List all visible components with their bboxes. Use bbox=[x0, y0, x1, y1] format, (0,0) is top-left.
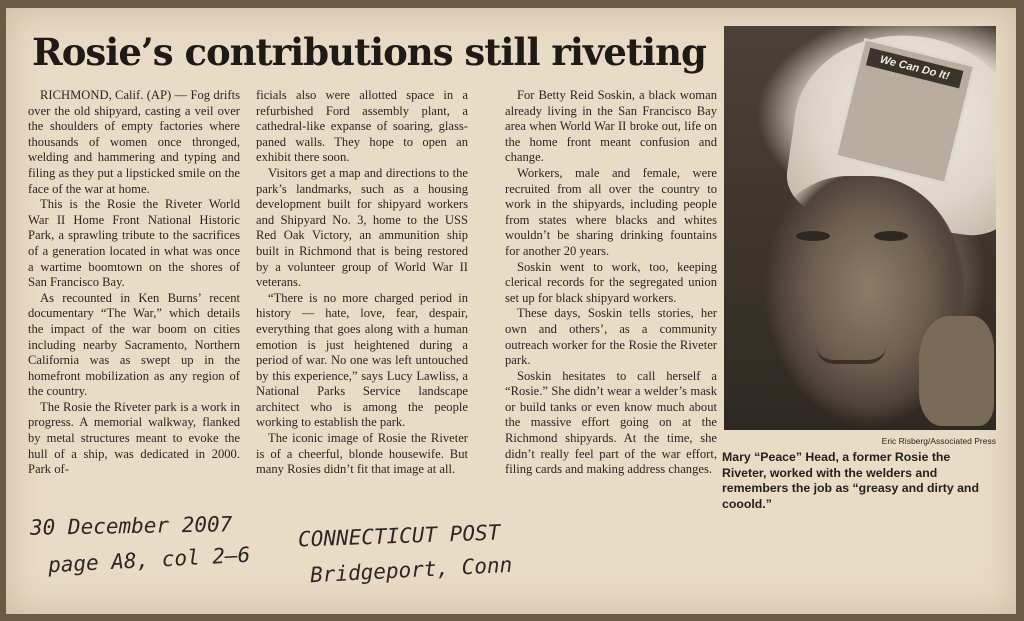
paragraph: The Rosie the Riveter park is a work in progress. A memorial walkway, flanked by metal structures meant to evoke the hull of a ship, was dedicated in 2000. Park of- bbox=[28, 399, 240, 477]
handwritten-publication: CONNECTICUT POST bbox=[297, 520, 501, 552]
right-eye bbox=[874, 231, 908, 241]
headline: Rosie’s contributions still riveting bbox=[32, 30, 706, 74]
sticker-text: We Can Do It! bbox=[866, 48, 964, 89]
paragraph: “There is no more charged period in history — hate, love, fear, despair, everything that goes along with a human emotion is just heightened during a period of war. No one was left untouched by this experience,” says Lucy Lawliss, a National Parks Service landscape architect who is among the people working to establish the park. bbox=[256, 290, 468, 430]
handwritten-page: page A8, col 2–6 bbox=[47, 542, 251, 578]
paragraph: As recounted in Ken Burns’ recent documentary “The War,” which details the impact of the war boom on cities including nearby Sacramento, Northern California was as swept up in the homefront mobilization as any region of the country. bbox=[28, 290, 240, 399]
smile bbox=[816, 346, 886, 364]
paragraph: These days, Soskin tells stories, her own and others’, as a community outreach worker for the Rosie the Riveter park. bbox=[505, 306, 717, 368]
news-photo bbox=[724, 26, 996, 430]
photo-caption: Mary “Peace” Head, a former Rosie the Riveter, worked with the welders and remembers the job as “greasy and dirty and cooold.” bbox=[722, 450, 979, 511]
paragraph: Soskin hesitates to call herself a “Rosie.” She didn’t wear a welder’s mask or build tanks or even know much about the massive effort going on at the Richmond shipyards. At the time, she didn’t really feel part of the war effort, filing cards and making address changes. bbox=[505, 368, 717, 477]
handwritten-date: 30 December 2007 bbox=[29, 512, 233, 540]
handwritten-location: Bridgeport, Conn bbox=[309, 552, 513, 588]
article-column-1 bbox=[28, 88, 240, 478]
paragraph: For Betty Reid Soskin, a black woman already living in the San Francisco Bay area when World War II broke out, life on the home front meant confusion and change. bbox=[505, 88, 717, 165]
article-column-3 bbox=[505, 88, 717, 478]
paragraph: RICHMOND, Calif. (AP) — Fog drifts over the old shipyard, casting a veil over the shoulders of empty factories where thousands of women once thronged, welding and hammering and typing and filing as they put a lipsticked smile on the face of the war at home. bbox=[28, 88, 240, 196]
article-column-2 bbox=[256, 88, 468, 478]
left-eye bbox=[796, 231, 830, 241]
paragraph: Visitors get a map and directions to the park’s landmarks, such as a housing development built for shipyard workers and Shipyard No. 3, home to the USS Red Oak Victory, an ammunition ship built in Richmond that is being restored by a volunteer group of World War II veterans. bbox=[256, 165, 468, 290]
paragraph: Workers, male and female, were recruited from all over the country to work in the shipyards, including people from states where blacks and whites wouldn’t be sharing drinking fountains for another 20 years. bbox=[505, 165, 717, 258]
paragraph: This is the Rosie the Riveter World War II Home Front National Historic Park, a sprawling tribute to the sacrifices of a generation located in what was once a wartime boomtown on the shores of San Francisco Bay. bbox=[28, 197, 240, 290]
hand bbox=[919, 316, 994, 426]
paragraph: The iconic image of Rosie the Riveter is of a cheerful, blonde housewife. But many Rosies didn’t fit that image at all. bbox=[256, 431, 468, 477]
paragraph: ficials also were allotted space in a refurbished Ford assembly plant, a cathedral-like expanse of soaring, glass-paned walls. They hope to open an exhibit there soon. bbox=[256, 88, 468, 165]
photo-credit: Eric Risberg/Associated Press bbox=[881, 436, 996, 446]
paragraph: Soskin went to work, too, keeping clerical records for the segregated union set up for black shipyard workers. bbox=[505, 259, 717, 305]
